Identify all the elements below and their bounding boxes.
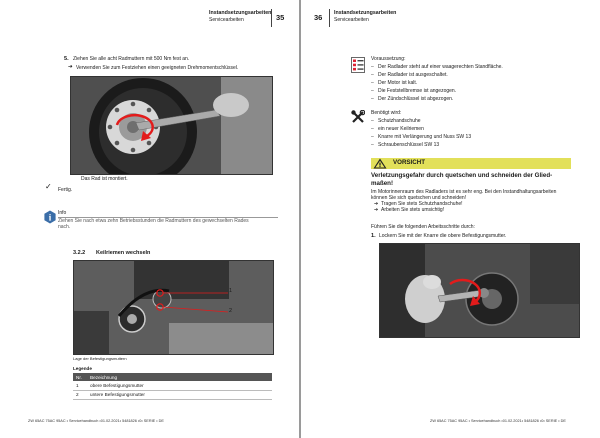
page-number: 35 [276, 13, 285, 22]
legend-title: Legende [73, 366, 92, 371]
prereq-item: Der Motor ist kalt. [378, 80, 418, 86]
step-note: Verwenden Sie zum Festziehen einen geeigneten Drehmomentschlüssel. [76, 65, 239, 71]
ratchet-illustration [380, 244, 579, 337]
svg-text:i: i [48, 212, 52, 223]
checkmark-icon: ✓ [45, 182, 52, 191]
wheel-photo [70, 76, 273, 175]
warning-action-2: Arbeiten Sie stets umsichtig! [381, 207, 445, 213]
engine-photo [73, 260, 274, 355]
bullet-dash: – [371, 118, 374, 124]
right-page [301, 0, 600, 438]
legend-header-bezeichnung: Bezeichnung [87, 373, 272, 381]
legend-table [73, 373, 272, 400]
done-text: Fertig. [58, 187, 73, 193]
legend-row-number: 1 [73, 381, 87, 390]
needed-item: Knarre mit Verlängerung und Nuss SW 13 [378, 134, 472, 140]
legend-row-label: untere Befestigungsmutter [87, 390, 272, 399]
info-title: Info [58, 210, 67, 216]
section-number: 3.2.2 [73, 250, 86, 256]
header-subtitle: Servicearbeiten [209, 17, 244, 23]
tools-icon [351, 110, 365, 124]
legend-header-row [73, 373, 272, 381]
action-arrow-icon: ➔ [374, 201, 379, 207]
step-number: 5. [64, 56, 69, 62]
left-page [0, 0, 299, 438]
ratchet-photo [379, 243, 580, 338]
action-arrow-icon: ➔ [374, 207, 379, 213]
warning-action-1: Tragen Sie stets Schutzhandschuhe! [381, 201, 463, 207]
footer: ZW 65AC 75AC 95AC • Servicehandbuch •01.02.2021• 5481826 •0• SERIE • DE [430, 419, 566, 423]
bullet-dash: – [371, 96, 374, 102]
header-divider [329, 9, 330, 27]
bullet-dash: – [371, 126, 374, 132]
engine-illustration [74, 261, 273, 354]
warning-body-1: Im Motorinnenraum des Radladers ist es sehr eng. Bei den Instandhaltungsarbeiten [371, 189, 557, 195]
warning-triangle-icon [373, 158, 387, 169]
needed-item: Schraubenschlüssel SW 13 [378, 142, 440, 148]
warning-label: VORSICHT [393, 159, 425, 166]
section-title: Keilriemen wechseln [96, 250, 151, 256]
legend-row-number: 2 [73, 390, 87, 399]
info-line-1: Ziehen Sie nach etwa zehn Betriebsstunden die Radmuttern des gewechselten Rades [58, 218, 249, 224]
checklist-icon [351, 57, 365, 73]
legend-row-label: obere Befestigungsmutter [87, 381, 272, 390]
legend-row [73, 390, 272, 399]
page-number: 36 [314, 13, 323, 22]
wheel-illustration [71, 77, 272, 174]
needed-item: ein neuer Keilriemen [378, 126, 424, 132]
prereq-item: Der Zündschlüssel ist abgezogen. [378, 96, 454, 102]
warning-body-2: können Sie sich quetschen und schneiden! [371, 195, 467, 201]
warning-headline-1: Verletzungsgefahr durch quetschen und schneiden der Glied- [371, 172, 553, 179]
header-title: Instandsetzungsarbeiten [334, 10, 397, 16]
warning-headline-2: maßen! [371, 180, 394, 187]
header-divider [271, 9, 272, 27]
bullet-dash: – [371, 64, 374, 70]
info-line-2: nach. [58, 224, 71, 230]
bullet-dash: – [371, 134, 374, 140]
note-arrow-icon: ➔ [68, 64, 73, 70]
prereq-item: Die Feststellbremse ist angezogen. [378, 88, 457, 94]
callout-2: 2 [229, 308, 232, 314]
header-title: Instandsetzungsarbeiten [209, 10, 272, 16]
legend-row [73, 381, 272, 390]
bullet-dash: – [371, 80, 374, 86]
prereq-item: Der Radlader ist ausgeschaltet. [378, 72, 448, 78]
prereq-title: Voraussetzung: [371, 56, 406, 62]
step-number: 1. [371, 233, 376, 239]
legend-header-nr: Nr. [73, 373, 87, 381]
figure-caption: Lage der Befestigungsmuttern [73, 356, 127, 361]
callout-1: 1 [229, 288, 232, 294]
needed-title: Benötigt wird: [371, 110, 402, 116]
bullet-dash: – [371, 142, 374, 148]
procedure-intro: Führen Sie die folgenden Arbeitsschritte durch: [371, 224, 475, 230]
step-text: Ziehen Sie alle acht Radmuttern mit 500 Nm fest an. [73, 56, 190, 62]
header-subtitle: Servicearbeiten [334, 17, 369, 23]
bullet-dash: – [371, 88, 374, 94]
info-icon [43, 210, 57, 224]
prereq-item: Der Radlader steht auf einer waagerechten Standfläche. [378, 64, 503, 70]
needed-item: Schutzhandschuhe [378, 118, 421, 124]
bullet-dash: – [371, 72, 374, 78]
footer: ZW 65AC 75AC 95AC • Servicehandbuch •01.02.2021• 5481826 •0• SERIE • DE [28, 419, 164, 423]
step-text: Lockern Sie mit der Knarre die obere Befestigungsmutter. [379, 233, 507, 239]
result-text: Das Rad ist montiert. [81, 176, 128, 182]
